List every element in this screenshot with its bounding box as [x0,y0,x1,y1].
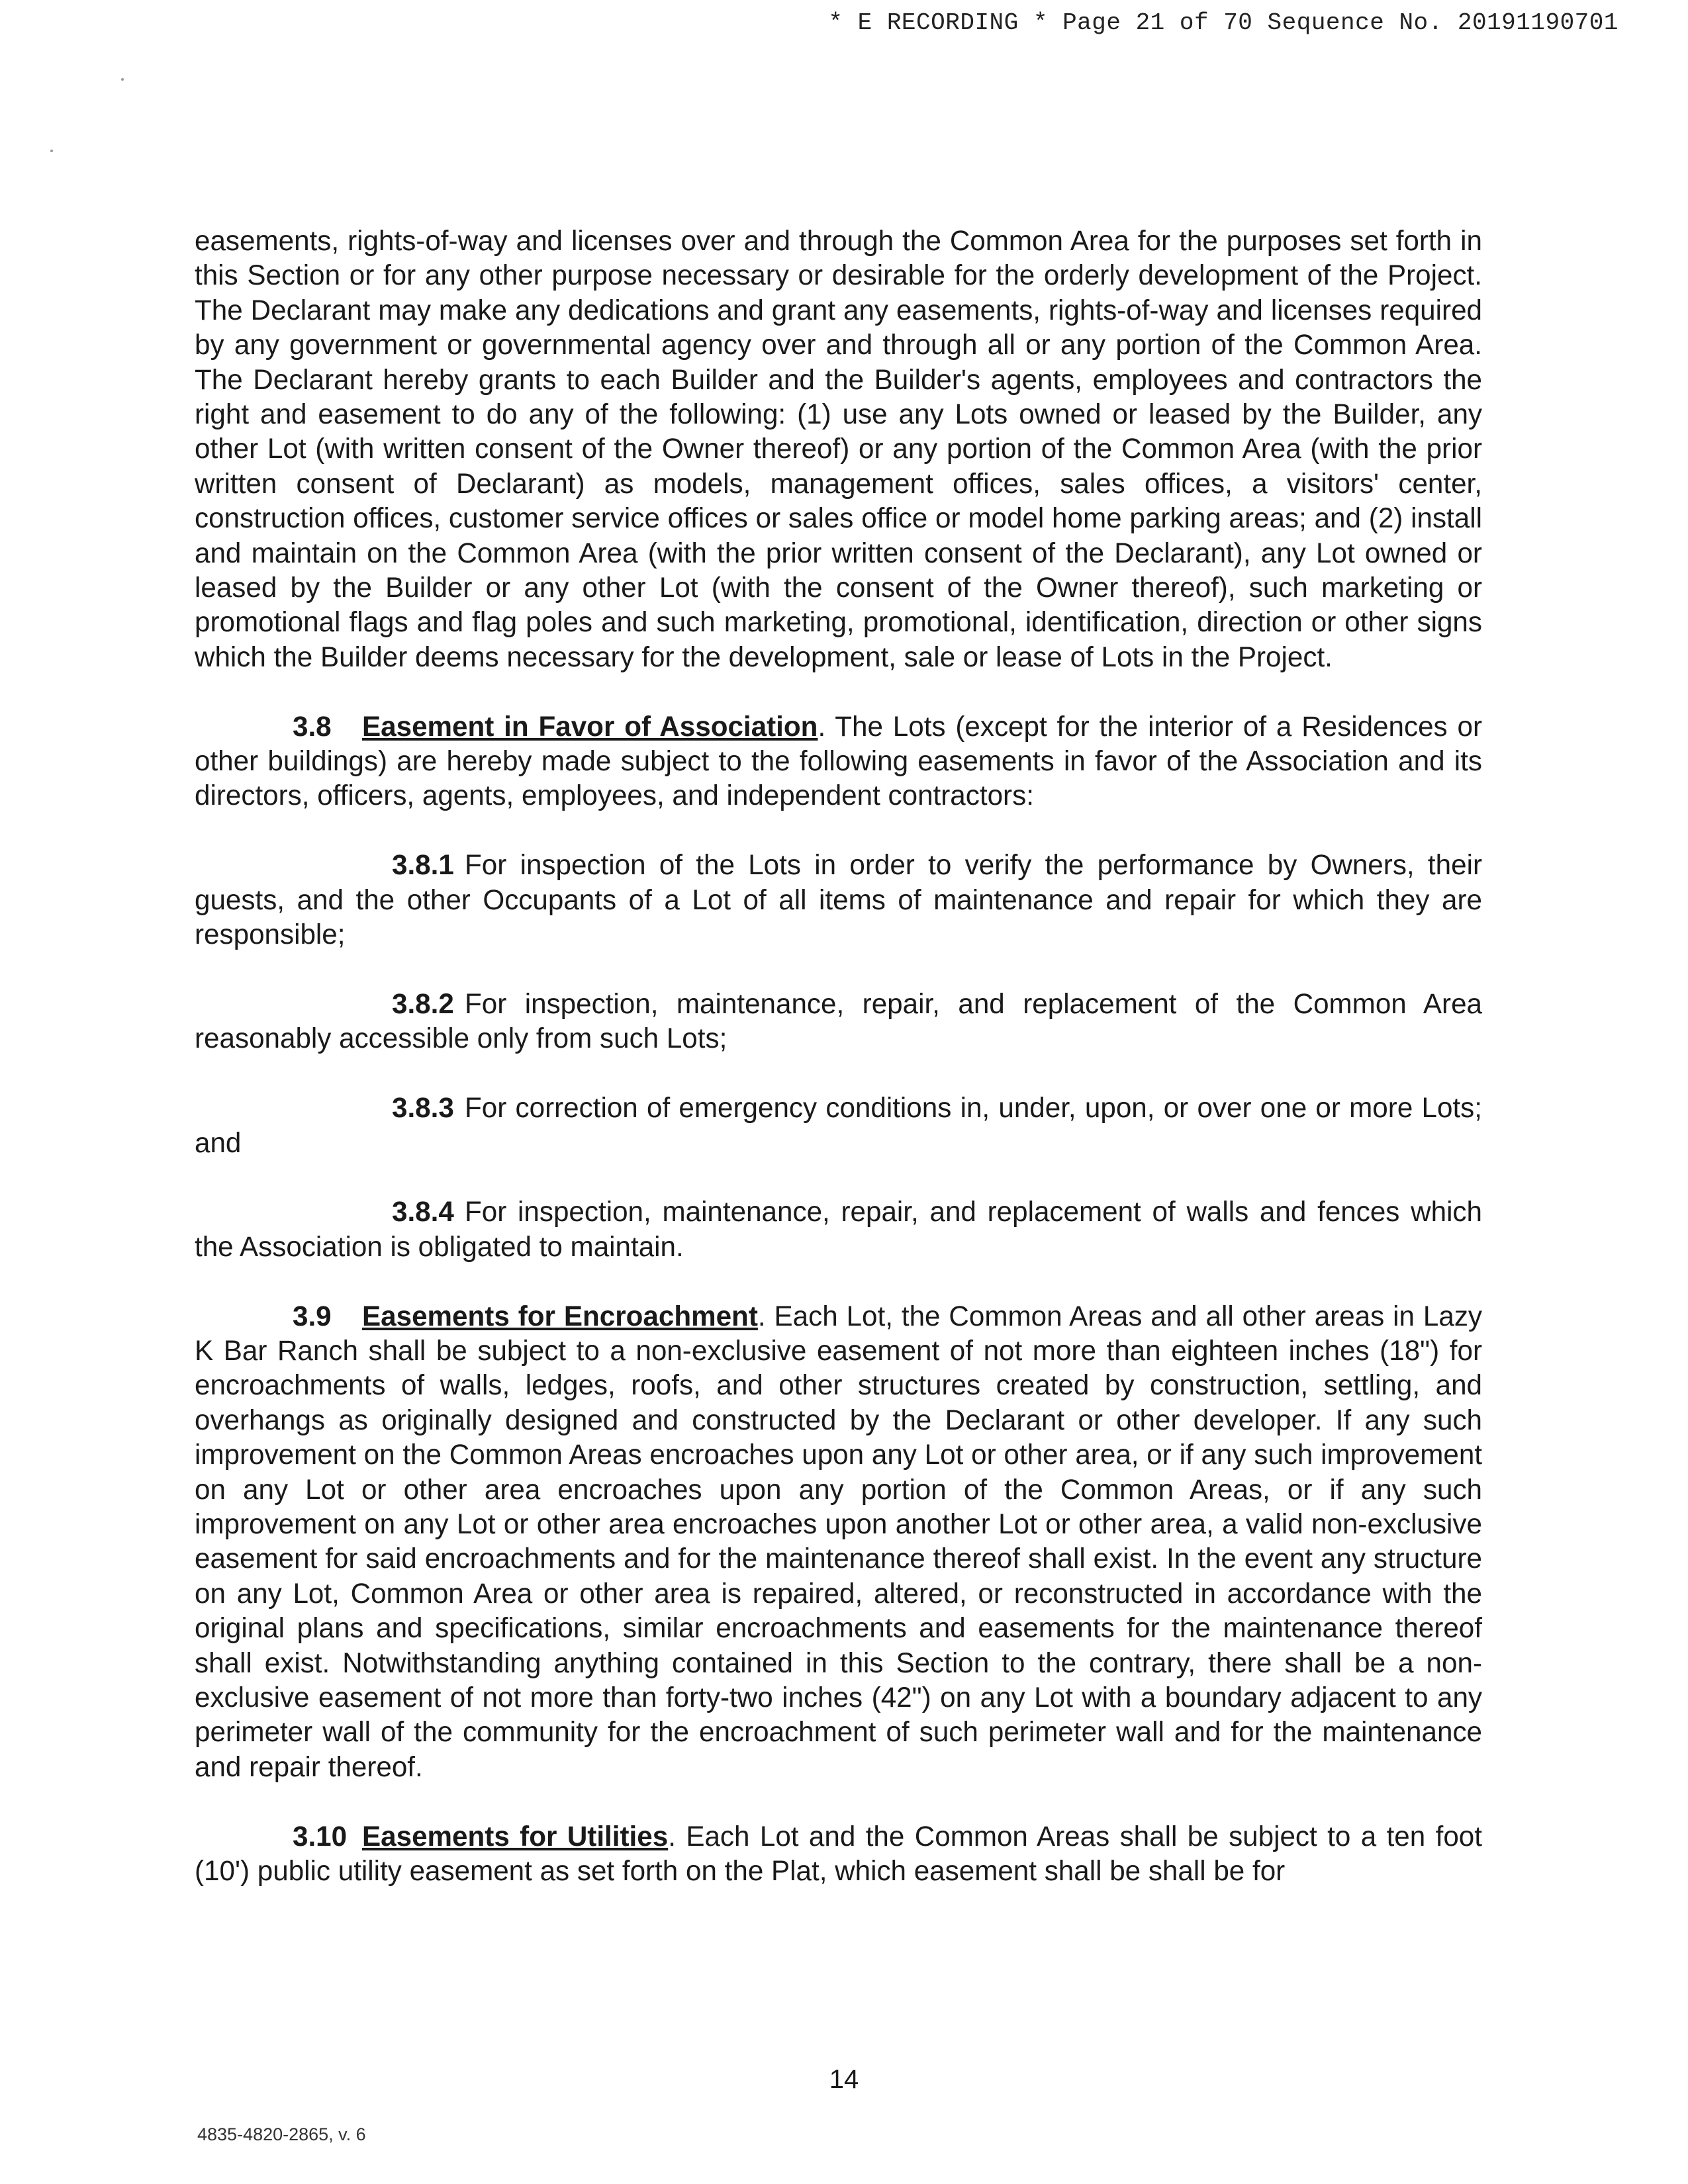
section-text: For correction of emergency conditions in, under, upon, or over one or more Lots; and [195,1092,1482,1158]
scan-speck [121,78,124,81]
section-3-9 [195,1299,1482,1785]
section-number: 3.8.1 [392,849,454,881]
section-heading: Easement in Favor of Association [362,710,818,742]
document-id: 4835-4820-2865, v. 6 [197,2124,366,2144]
section-text: For inspection, maintenance, repair, and replacement of the Common Area reasonably accessible only from such Lots; [195,987,1482,1054]
recording-stamp: * E RECORDING * Page 21 of 70 Sequence No. 20191190701 [828,9,1618,36]
section-3-8-2 [195,987,1482,1056]
section-3-8-3 [195,1091,1482,1160]
section-text: . The Lots (except for the interior of a Residences or other buildings) are hereby made subject to the following easements in favor of the Association and its directors, officers, agents, employees, and independent contractors: [195,710,1483,811]
paragraph-continuation: easements, rights-of-way and licenses over and through the Common Area for the purposes set forth in this Section or for any other purpose necessary or desirable for the orderly development of the Project. The Declarant may make any dedications and grant any easements, rights-of-way and licenses required by any government or governmental agency over and through all or any portion of the Common Area. The Declarant hereby grants to each Builder and the Builder's agents, employees and contractors the right and easement to do any of the following: (1) use any Lots owned or leased by the Builder, any other Lot (with written consent of the Owner thereof) or any portion of the Common Area (with the prior written consent of Declarant) as models, management offices, sales offices, a visitors' center, construction offices, customer service offices or sales office or model home parking areas; and (2) install and maintain on the Common Area (with the prior written consent of the Declarant), any Lot owned or leased by the Builder or any other Lot (with the consent of the Owner thereof), such marketing or promotional flags and flag poles and such marketing, promotional, identification, direction or other signs which the Builder deems necessary for the development, sale or lease of Lots in the Project. [195,225,1482,672]
scan-speck [50,150,53,152]
section-3-10 [195,1819,1482,1889]
page-number: 14 [829,2065,859,2094]
section-3-8 [195,709,1482,813]
section-3-8-4 [195,1195,1482,1264]
section-text: . Each Lot and the Common Areas shall be subject to a ten foot (10') public utility easement as set forth on the Plat, which easement shall be shall be for [195,1820,1482,1886]
section-number: 3.8 [293,710,332,742]
document-body [195,224,1482,1923]
section-number: 3.8.4 [392,1196,454,1228]
section-3-8-1 [195,848,1482,952]
section-text: For inspection of the Lots in order to verify the performance by Owners, their guests, and the other Occupants of a Lot of all items of maintenance and repair for which they are responsible; [195,849,1482,950]
section-number: 3.10 [293,1820,348,1852]
section-number: 3.9 [293,1300,332,1332]
section-number: 3.8.3 [392,1092,454,1124]
section-number: 3.8.2 [392,987,454,1019]
section-text: For inspection, maintenance, repair, and replacement of walls and fences which the Association is obligated to maintain. [195,1196,1482,1262]
section-text: . Each Lot, the Common Areas and all other areas in Lazy K Bar Ranch shall be subject to a non-exclusive easement of not more than eighteen inches (18") for encroachments of walls, ledges, roofs, and other structures created by construction, settling, and overhangs as originally designed and constructed by the Declarant or other developer. If any such improvement on the Common Areas encroaches upon any Lot or other area, or if any such improvement on any Lot or other area encroaches upon any portion of the Common Areas, or if any such improvement on any Lot or other area encroaches upon another Lot or other area, a valid non-exclusive easement for said encroachments and for the maintenance thereof shall exist. In the event any structure on any Lot, Common Area or other area is repaired, altered, or reconstructed in accordance with the original plans and specifications, similar encroachments and easements for the maintenance thereof shall exist. Notwithstanding anything contained in this Section to the contrary, there shall be a non-exclusive easement of not more than forty-two inches (42") on any Lot with a boundary adjacent to any perimeter wall of the community for the encroachment of such perimeter wall and for the maintenance and repair thereof. [195,1300,1483,1782]
section-heading: Easements for Encroachment [362,1300,758,1332]
section-heading: Easements for Utilities [362,1820,669,1852]
